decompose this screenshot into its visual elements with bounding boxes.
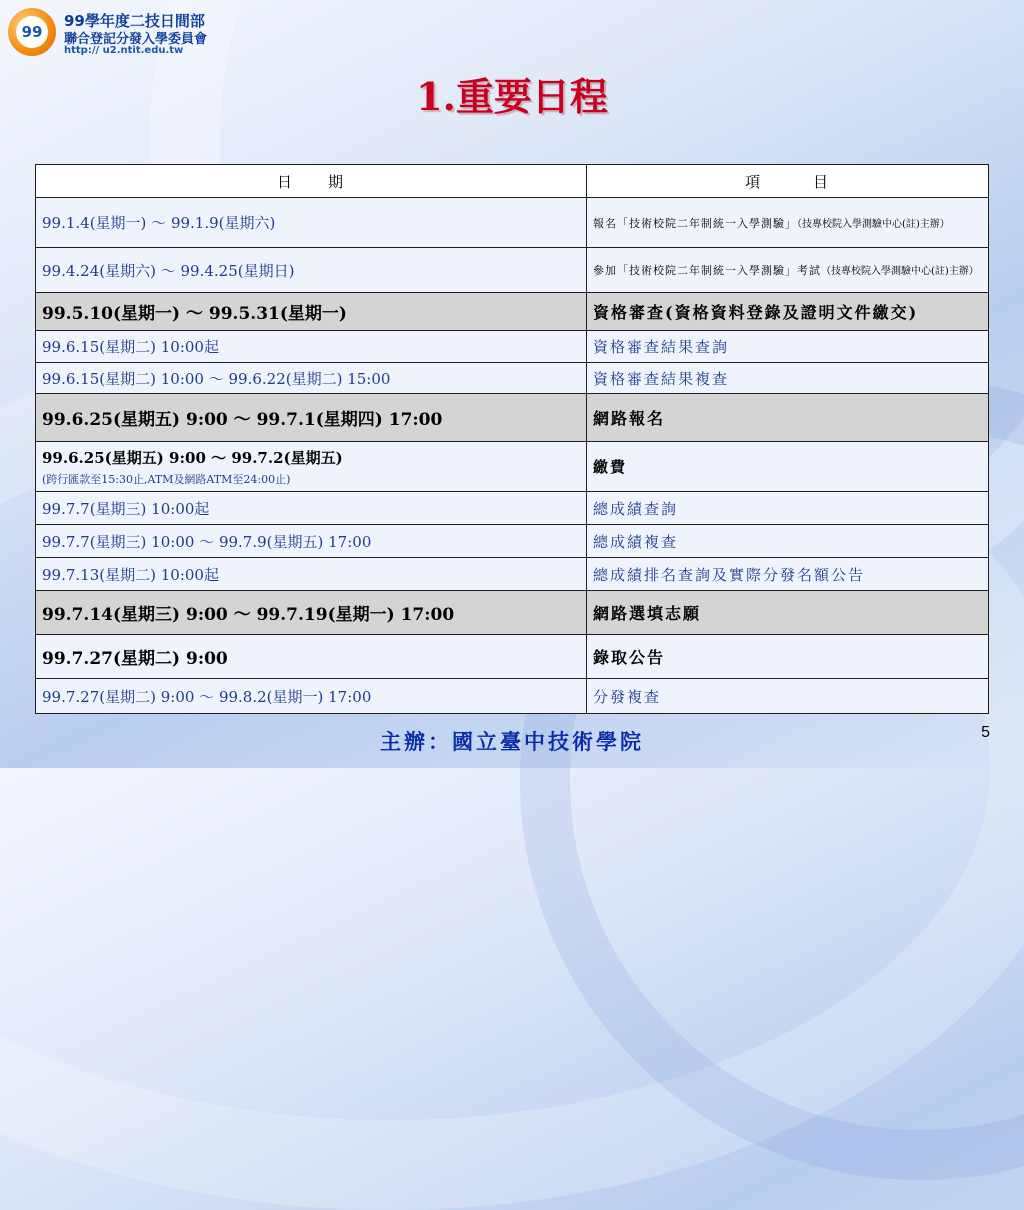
table-row	[36, 248, 989, 293]
table-row	[36, 363, 989, 394]
row-date: 99.7.7(星期三) 10:00 ～ 99.7.9(星期五) 17:00	[36, 525, 587, 558]
row-date: 99.6.25(星期五) 9:00 ～ 99.7.1(星期四) 17:00	[36, 394, 587, 442]
row-item	[587, 198, 989, 248]
table-row	[36, 591, 989, 635]
row-item: 資格審查結果複查	[587, 363, 989, 394]
row-date: 99.7.13(星期二) 10:00起	[36, 558, 587, 591]
row-item: 總成績排名查詢及實際分發名額公告	[587, 558, 989, 591]
table-row	[36, 394, 989, 442]
row-date: 99.6.15(星期二) 10:00 ～ 99.6.22(星期二) 15:00	[36, 363, 587, 394]
row-item-small: （技專校院入學測驗中心(註)主辦）	[821, 266, 979, 277]
logo-badge-icon	[8, 8, 56, 56]
table-row	[36, 635, 989, 679]
row-item: 繳費	[587, 442, 989, 492]
row-date: 99.6.15(星期二) 10:00起	[36, 331, 587, 363]
schedule-table	[35, 164, 989, 714]
row-date	[36, 442, 587, 492]
row-item-text: 報名「技術校院二年制統一入學測驗」	[593, 216, 797, 230]
table-row	[36, 331, 989, 363]
row-item	[587, 248, 989, 293]
row-item: 錄取公告	[587, 635, 989, 679]
row-item: 資格審查(資格資料登錄及證明文件繳交)	[587, 293, 989, 331]
row-date: 99.7.14(星期三) 9:00 ～ 99.7.19(星期一) 17:00	[36, 591, 587, 635]
logo-badge-text: 99	[16, 16, 48, 48]
row-item: 總成績複查	[587, 525, 989, 558]
row-date: 99.7.27(星期二) 9:00	[36, 635, 587, 679]
row-item: 網路報名	[587, 394, 989, 442]
logo-line1: 99學年度二技日間部	[64, 12, 205, 30]
table-row	[36, 198, 989, 248]
logo-url: http:// u2.ntit.edu.tw	[64, 45, 184, 56]
row-date: 99.1.4(星期一) ～ 99.1.9(星期六)	[36, 198, 587, 248]
slide-title: 1.重要日程	[416, 74, 608, 119]
row-date: 99.4.24(星期六) ～ 99.4.25(星期日)	[36, 248, 587, 293]
table-row	[36, 293, 989, 331]
table-row	[36, 679, 989, 714]
table-row	[36, 525, 989, 558]
table-row	[36, 558, 989, 591]
committee-logo	[8, 8, 228, 58]
row-item: 分發複查	[587, 679, 989, 714]
table-row	[36, 442, 989, 492]
logo-line2: 聯合登記分發入學委員會	[64, 32, 208, 47]
row-date-note: (跨行匯款至15:30止,ATM及網路ATM至24:00止)	[42, 472, 291, 486]
row-item: 總成績查詢	[587, 492, 989, 525]
header-date: 日 期	[36, 165, 587, 198]
row-date-text: 99.6.25(星期五) 9:00 ～ 99.7.2(星期五)	[42, 448, 343, 467]
row-item-small: （技專校院入學測驗中心(註)主辦）	[797, 218, 950, 230]
row-item: 資格審查結果查詢	[587, 331, 989, 363]
table-row	[36, 492, 989, 525]
organizer-footer: 主辦：國立臺中技術學院	[380, 729, 644, 754]
row-date: 99.7.27(星期二) 9:00 ～ 99.8.2(星期一) 17:00	[36, 679, 587, 714]
row-date: 99.5.10(星期一) ～ 99.5.31(星期一)	[36, 293, 587, 331]
table-header-row	[36, 165, 989, 198]
header-item: 項 目	[587, 165, 989, 198]
page-number: 5	[981, 724, 990, 741]
row-item-text: 參加「技術校院二年制統一入學測驗」考試	[593, 264, 821, 277]
row-item: 網路選填志願	[587, 591, 989, 635]
row-date: 99.7.7(星期三) 10:00起	[36, 492, 587, 525]
